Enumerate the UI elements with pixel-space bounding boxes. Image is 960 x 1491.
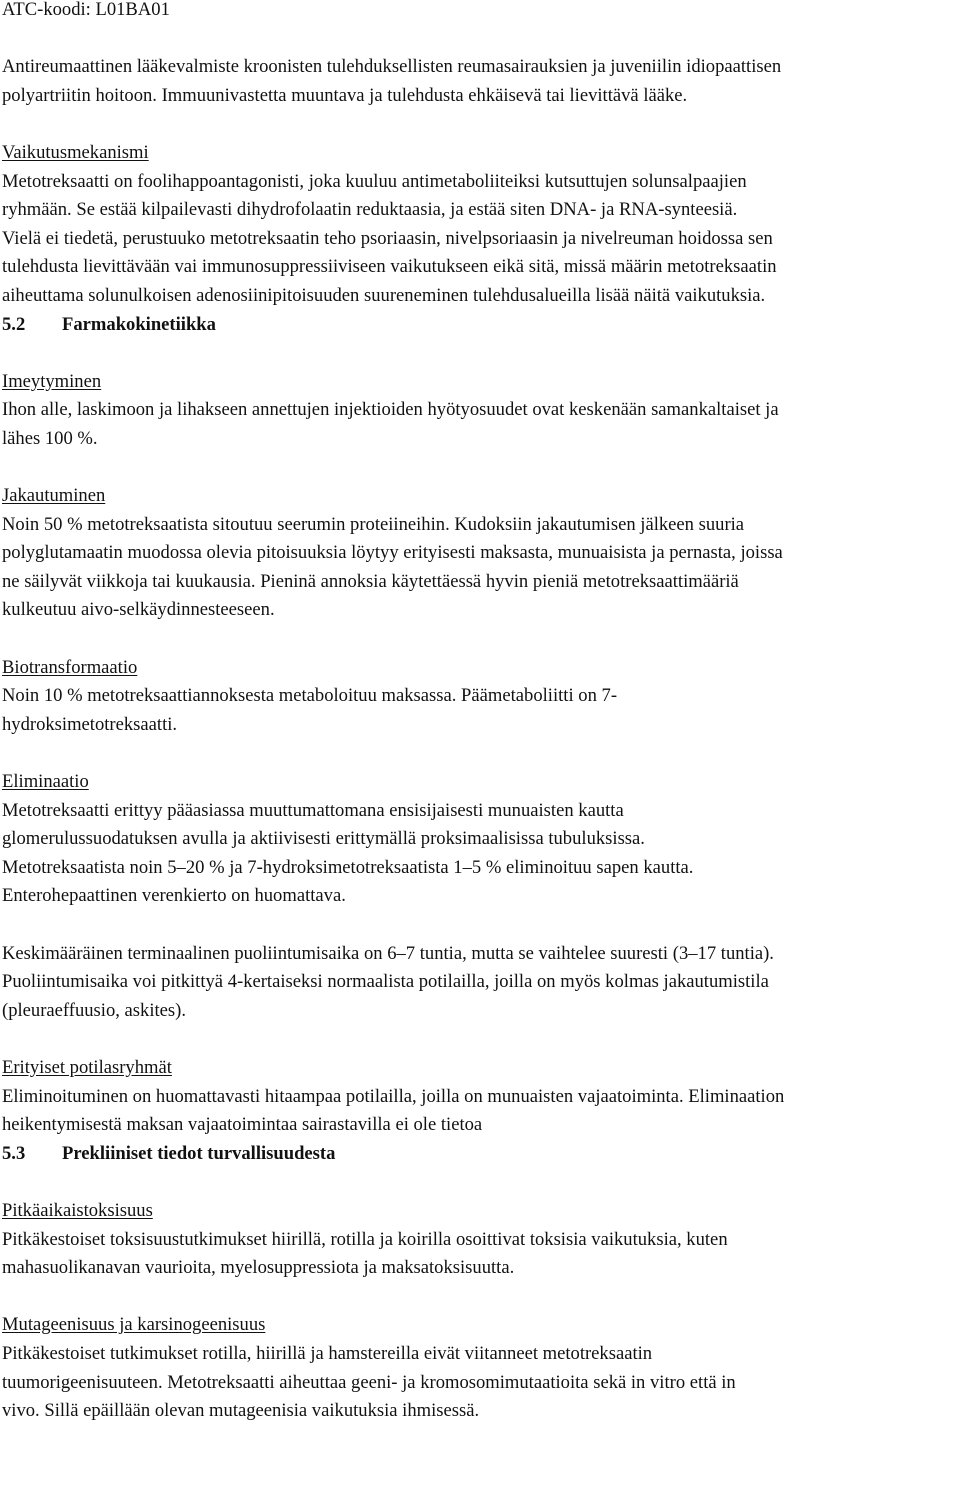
section-heading-5-3 — [2, 1140, 957, 1169]
text-line: (pleuraeffuusio, askites). — [2, 999, 186, 1021]
biotransformation-heading: Biotransformaatio — [2, 656, 138, 678]
text-line: Eliminoituminen on huomattavasti hitaampaa potilailla, joilla on munuaisten vajaatoiminta. Eliminaation — [2, 1085, 785, 1107]
chronic-toxicity-section — [2, 1197, 957, 1283]
section-heading-5-2 — [2, 311, 957, 340]
mutagenicity-heading: Mutageenisuus ja karsinogeenisuus — [2, 1314, 266, 1336]
text-line: Metotreksaatti on foolihappoantagonisti, joka kuuluu antimetaboliiteiksi kutsuttujen solunsalpaajien — [2, 170, 747, 192]
biotransformation-section — [2, 654, 957, 740]
section-number: 5.2 — [2, 313, 26, 335]
text-line: tulehdusta lievittävään vai immunosuppressiiviseen vaikutukseen eikä sitä, missä määrin metotreksaatin — [2, 256, 777, 278]
text-line: aiheuttama solunulkoisen adenosiinipitoisuuden suureneminen tulehdusalueilla lisää näitä vaikutuksia. — [2, 284, 766, 306]
text-line: hydroksimetotreksaatti. — [2, 713, 178, 735]
text-line: tuumorigeenisuuteen. Metotreksaatti aiheuttaa geeni- ja kromosomimutaatioita sekä in vitro että in — [2, 1371, 736, 1393]
special-groups-heading: Erityiset potilasryhmät — [2, 1056, 172, 1078]
distribution-section — [2, 482, 957, 625]
absorption-heading: Imeytyminen — [2, 370, 102, 392]
mutagenicity-section — [2, 1311, 957, 1425]
text-line: Ihon alle, laskimoon ja lihakseen annettujen injektioiden hyötyosuudet ovat keskenään samankaltaiset ja — [2, 399, 779, 421]
section-title: Farmakokinetiikka — [62, 313, 216, 335]
intro-paragraph — [2, 53, 957, 110]
special-groups-section — [2, 1054, 957, 1140]
text-line: Metotreksaatti erittyy pääasiassa muuttumattomana ensisijaisesti munuaisten kautta — [2, 799, 624, 821]
text-line: lähes 100 %. — [2, 427, 98, 449]
absorption-section — [2, 368, 957, 454]
text-line: Pitkäkestoiset tutkimukset rotilla, hiirillä ja hamstereilla eivät viitanneet metotreksaatin — [2, 1342, 653, 1364]
text-line: Enterohepaattinen verenkierto on huomattava. — [2, 885, 346, 907]
text-line: mahasuolikanavan vaurioita, myelosuppressiota ja maksatoksisuutta. — [2, 1257, 515, 1279]
elimination-section — [2, 768, 957, 911]
text-line: glomerulussuodatuksen avulla ja aktiivisesti erittymällä proksimaalisissa tubuluksissa. — [2, 828, 645, 850]
half-life-paragraph — [2, 940, 957, 1026]
mechanism-heading: Vaikutusmekanismi — [2, 141, 149, 163]
mechanism-section — [2, 139, 957, 311]
text-line: Metotreksaatista noin 5–20 % ja 7-hydroksimetotreksaatista 1–5 % eliminoituu sapen kautta. — [2, 856, 694, 878]
text-line: polyartriitin hoitoon. Immuunivastetta muuntava ja tulehdusta ehkäisevä tai lievittävä lääke. — [2, 84, 688, 106]
text-line: heikentymisestä maksan vajaatoimintaa sairastavilla ei ole tietoa — [2, 1114, 483, 1136]
atc-code: ATC-koodi: L01BA01 — [2, 0, 170, 20]
elimination-heading: Eliminaatio — [2, 771, 89, 793]
text-line: Noin 50 % metotreksaatista sitoutuu seerumin proteiineihin. Kudoksiin jakautumisen jälkeen suuria — [2, 513, 745, 535]
section-title: Prekliiniset tiedot turvallisuudesta — [62, 1142, 336, 1164]
text-line: Keskimääräinen terminaalinen puoliintumisaika on 6–7 tuntia, mutta se vaihtelee suuresti (3–17 tuntia). — [2, 942, 774, 964]
text-line: Antireumaattinen lääkevalmiste kroonisten tulehduksellisten reumasairauksien ja juveniilin idiopaattisen — [2, 56, 782, 78]
text-line: polyglutamaatin muodossa olevia pitoisuuksia löytyy erityisesti maksasta, munuaisista ja pernasta, joissa — [2, 542, 783, 564]
text-line: vivo. Sillä epäillään olevan mutageenisia vaikutuksia ihmisessä. — [2, 1400, 480, 1422]
text-line: Puoliintumisaika voi pitkittyä 4-kertaiseksi normaalista potilailla, joilla on myös kolmas jakautumistila — [2, 971, 769, 993]
text-line: Noin 10 % metotreksaattiannoksesta metaboloituu maksassa. Päämetaboliitti on 7- — [2, 685, 618, 707]
distribution-heading: Jakautuminen — [2, 485, 106, 507]
text-line: ryhmään. Se estää kilpailevasti dihydrofolaatin reduktaasia, ja estää siten DNA- ja RNA-synteesiä. — [2, 199, 738, 221]
document-page — [2, 0, 957, 1426]
chronic-toxicity-heading: Pitkäaikaistoksisuus — [2, 1199, 153, 1221]
text-line: Pitkäkestoiset toksisuustutkimukset hiirillä, rotilla ja koirilla osoittivat toksisia vaikutuksia, kuten — [2, 1228, 728, 1250]
text-line: Vielä ei tiedetä, perustuuko metotreksaatin teho psoriaasin, nivelpsoriaasin ja nivelreuman hoidossa sen — [2, 227, 773, 249]
section-number: 5.3 — [2, 1142, 26, 1164]
text-line: kulkeutuu aivo-selkäydinnesteeseen. — [2, 599, 275, 621]
text-line: ne säilyvät viikkoja tai kuukausia. Pieninä annoksia käytettäessä hyvin pieniä metotreksaattimääriä — [2, 570, 739, 592]
